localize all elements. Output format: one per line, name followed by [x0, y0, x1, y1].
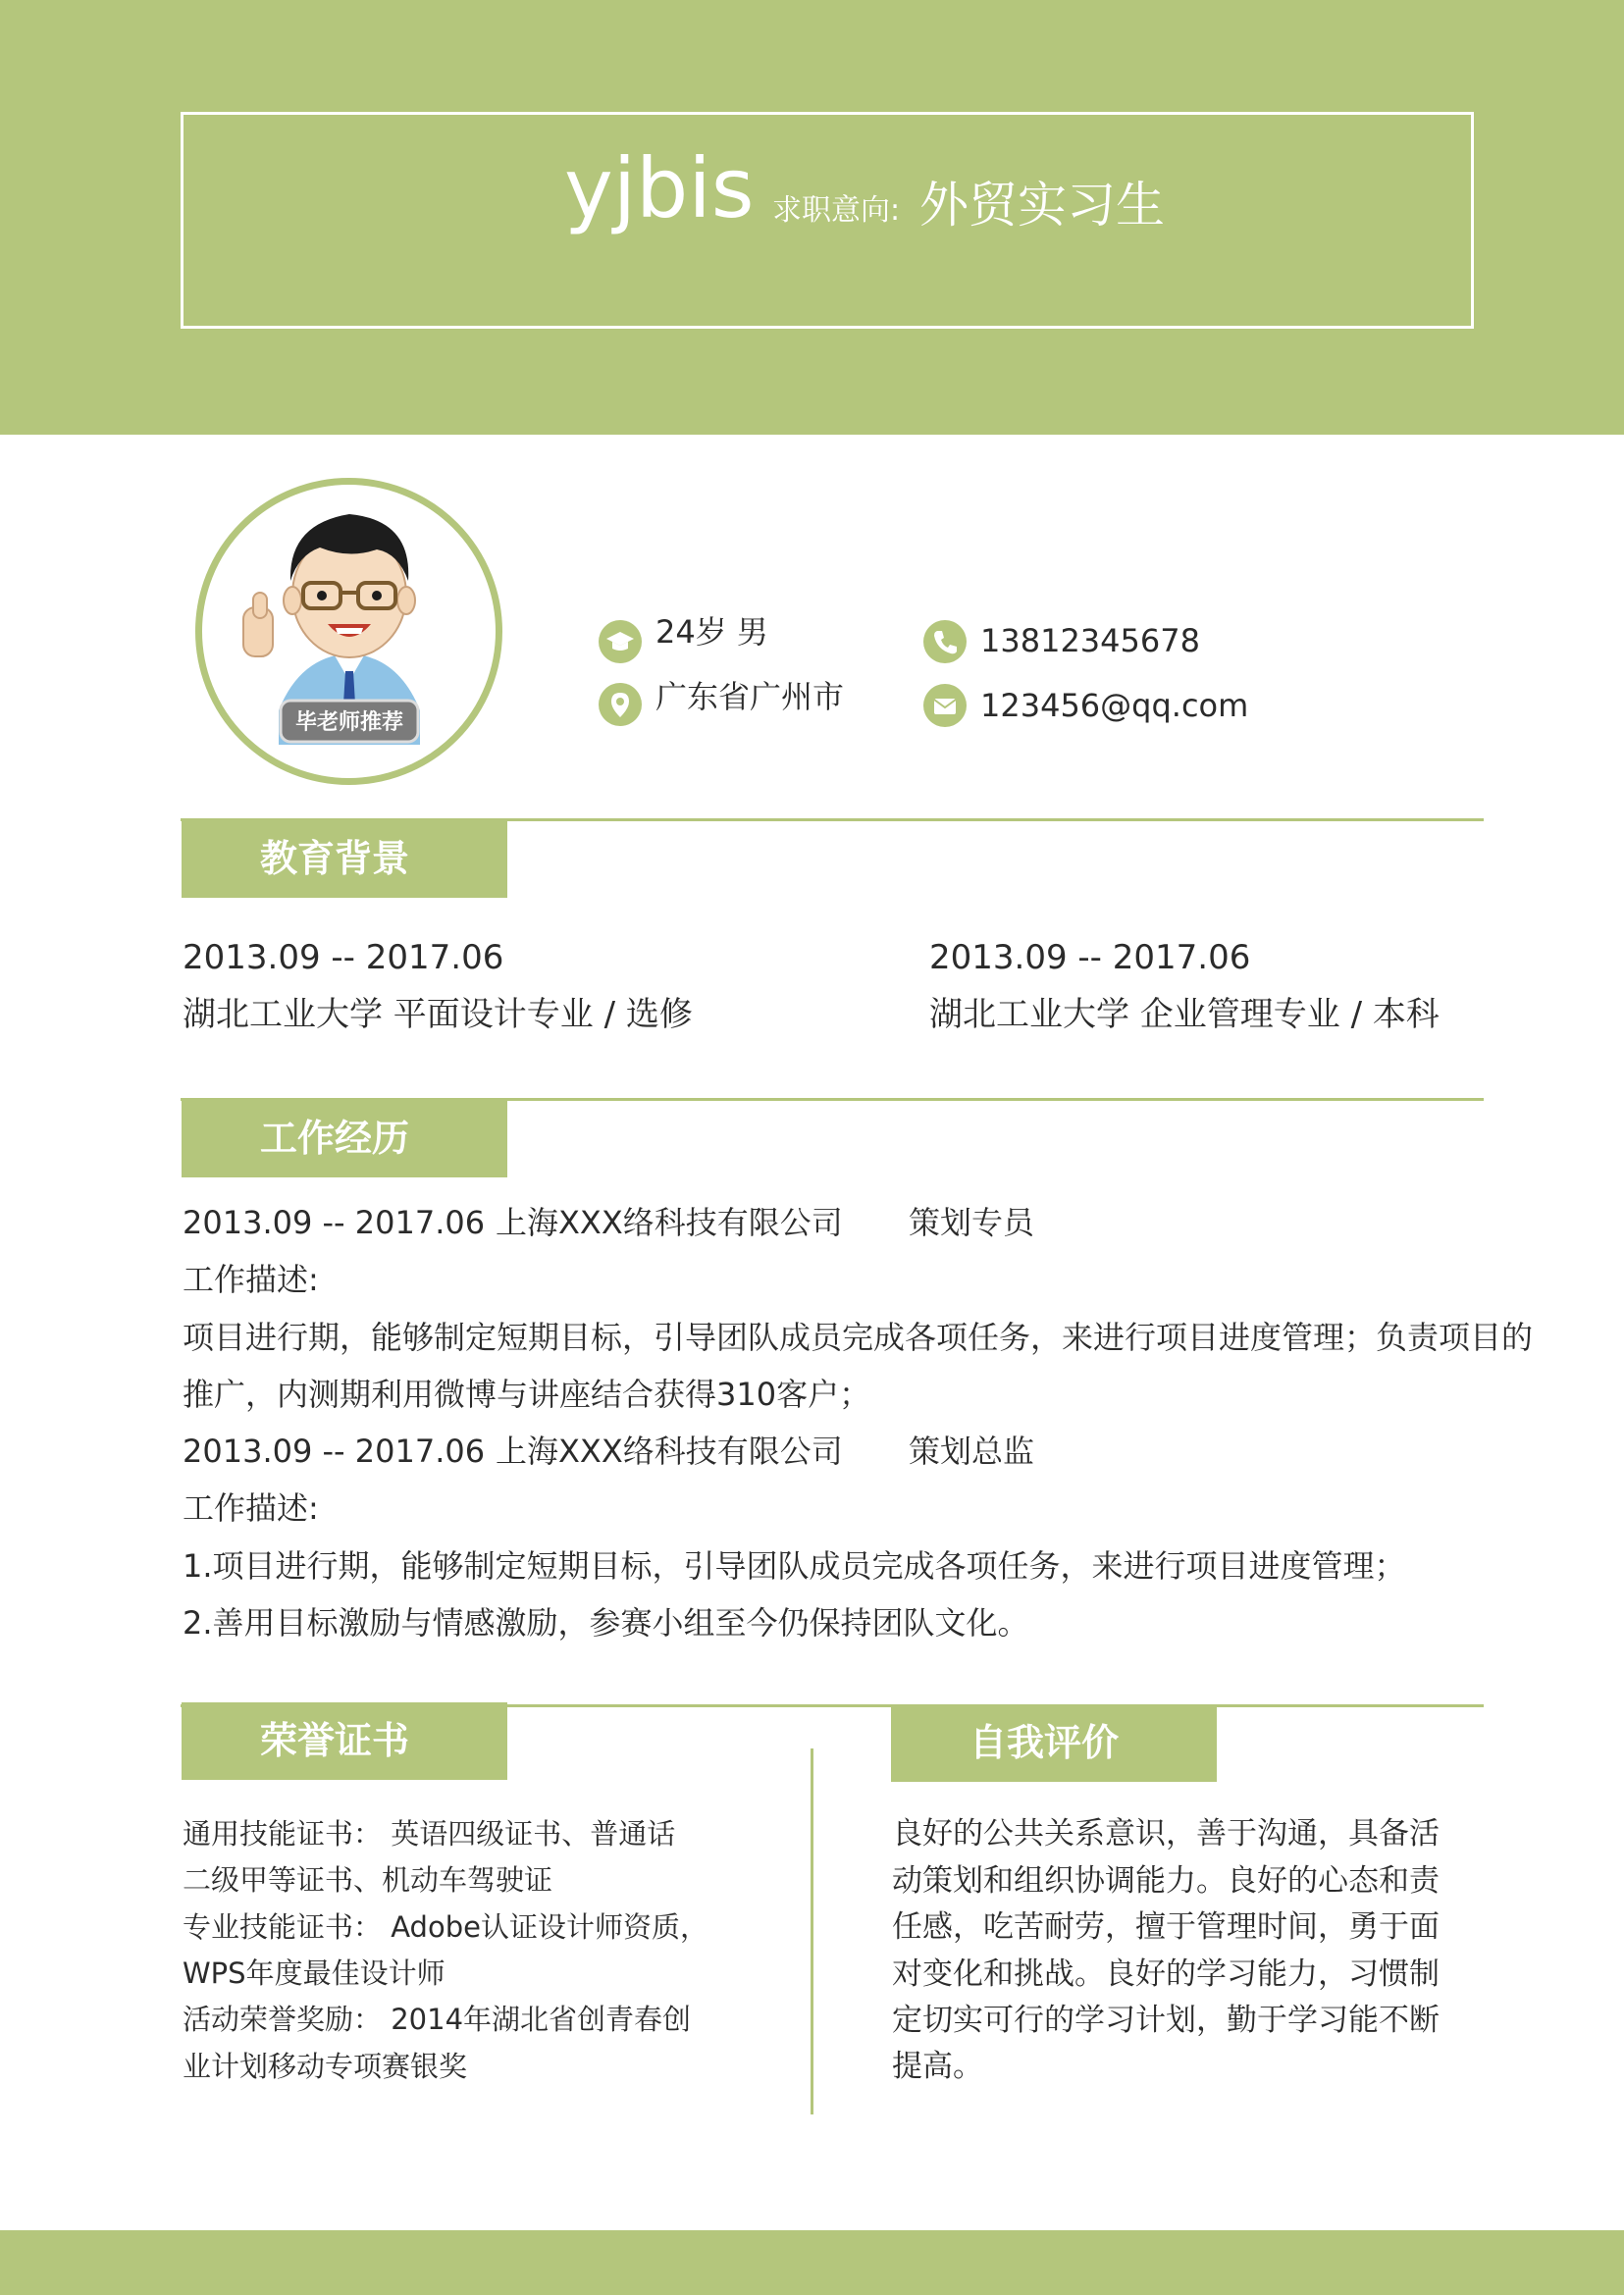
work-heading: 工作经历: [182, 1100, 507, 1177]
location: 广东省广州市: [655, 678, 845, 715]
honor-line: 二级甲等证书、机动车驾驶证: [183, 1863, 553, 1897]
self-evaluation-line: 良好的公共关系意识，善于沟通，具备活: [892, 1816, 1440, 1852]
self-evaluation-line: 对变化和挑战。良好的学习能力，习惯制: [892, 1956, 1440, 1992]
location-pin-icon: [599, 683, 642, 726]
education-detail-2: 湖北工业大学 企业管理专业 / 本科: [929, 995, 1440, 1034]
job-1-desc-label: 工作描述:: [183, 1261, 319, 1298]
graduation-cap-icon: [599, 620, 642, 663]
column-divider: [811, 1748, 813, 2114]
avatar-badge-text: 毕老师推荐: [294, 710, 404, 735]
job-2-period: 2013.09 -- 2017.06: [183, 1433, 486, 1470]
job-2-desc-line: 1.项目进行期，能够制定短期目标，引导团队成员完成各项任务，来进行项目进度管理；: [183, 1547, 1406, 1585]
honor-line: WPS年度最佳设计师: [183, 1956, 445, 1990]
job-2-desc-label: 工作描述:: [183, 1489, 319, 1527]
avatar: [195, 478, 502, 785]
job-2-company: 上海XXX络科技有限公司: [496, 1433, 843, 1470]
email-address: 123456@qq.com: [980, 687, 1249, 724]
education-detail-1: 湖北工业大学 平面设计专业 / 选修: [183, 995, 693, 1034]
education-period-2: 2013.09 -- 2017.06: [929, 938, 1251, 977]
footer-band: [0, 2230, 1624, 2295]
phone-number: 13812345678: [980, 622, 1200, 659]
education-period-1: 2013.09 -- 2017.06: [183, 938, 504, 977]
honor-line: 通用技能证书： 英语四级证书、普通话: [183, 1817, 676, 1851]
education-heading: 教育背景: [182, 820, 507, 898]
job-intent-label: 求职意向:: [772, 193, 901, 228]
honor-line: 活动荣誉奖励： 2014年湖北省创青春创: [183, 2003, 692, 2036]
self-evaluation-line: 任感，吃苦耐劳，擅于管理时间，勇于面: [892, 1909, 1440, 1945]
phone-icon: [923, 620, 967, 663]
self-evaluation-heading: 自我评价: [891, 1704, 1217, 1782]
self-evaluation-line: 提高。: [892, 2049, 983, 2084]
cartoon-avatar-icon: [202, 485, 496, 778]
job-1-role: 策划专员: [909, 1204, 1035, 1241]
job-2-desc-line: 2.善用目标激励与情感激励，参赛小组至今仍保持团队文化。: [183, 1604, 1029, 1642]
honor-line: 专业技能证书： Adobe认证设计师资质，: [183, 1910, 708, 1944]
honor-line: 业计划移动专项赛银奖: [183, 2050, 468, 2083]
candidate-name: yjbis: [564, 140, 755, 236]
job-1-company: 上海XXX络科技有限公司: [496, 1204, 843, 1241]
age-gender: 24岁 男: [655, 613, 768, 651]
self-evaluation-line: 动策划和组织协调能力。良好的心态和责: [892, 1863, 1440, 1899]
job-2-role: 策划总监: [909, 1433, 1035, 1470]
mail-icon: [923, 684, 967, 727]
job-1-desc-line: 推广，内测期利用微博与讲座结合获得310客户；: [183, 1376, 871, 1413]
honors-heading: 荣誉证书: [182, 1702, 507, 1780]
job-1-period: 2013.09 -- 2017.06: [183, 1204, 486, 1241]
job-1-desc-line: 项目进行期，能够制定短期目标，引导团队成员完成各项任务，来进行项目进度管理；负责项目的: [183, 1319, 1534, 1356]
job-intent-value: 外贸实习生: [919, 177, 1165, 234]
self-evaluation-line: 定切实可行的学习计划，勤于学习能不断: [892, 2003, 1440, 2038]
